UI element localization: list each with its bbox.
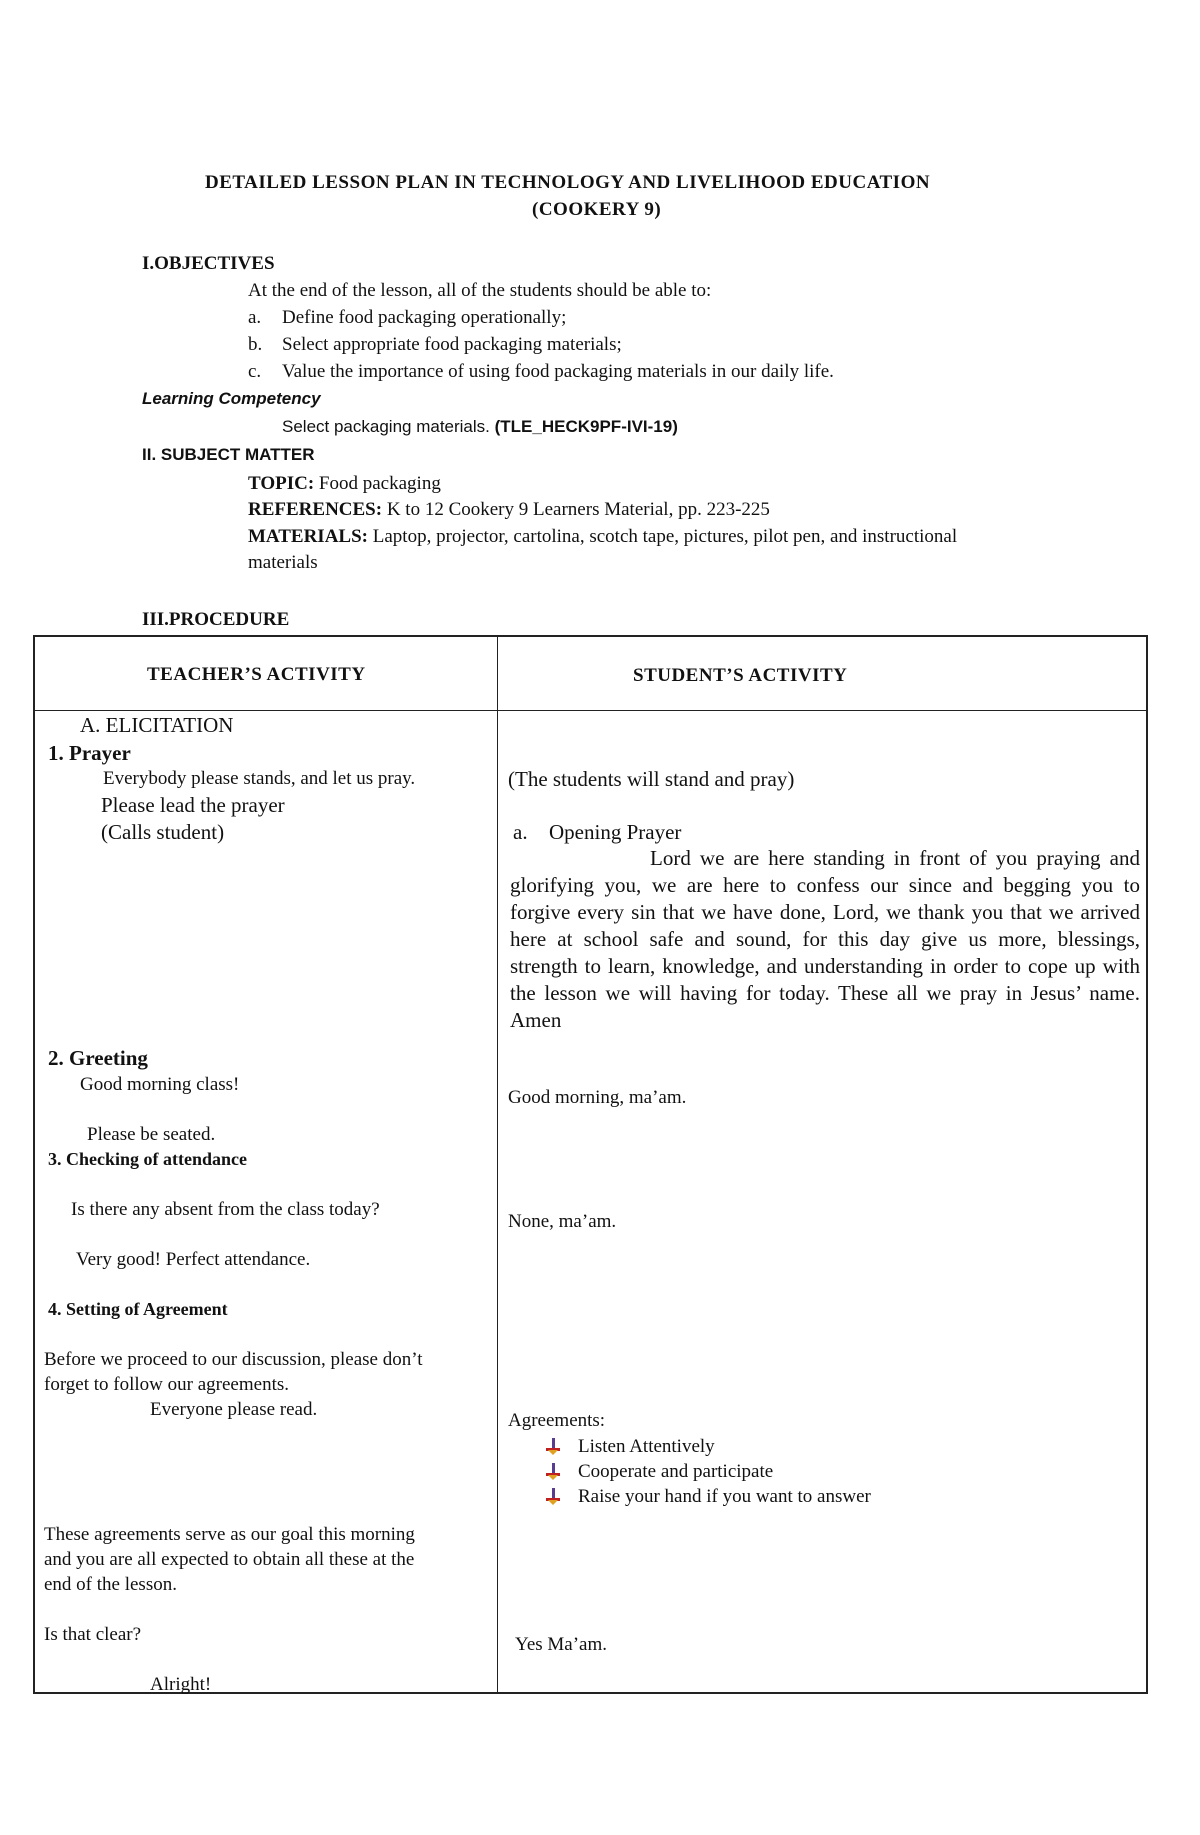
column-header-teacher: TEACHER’S ACTIVITY bbox=[147, 664, 366, 685]
arrow-bullet-icon bbox=[546, 1488, 560, 1504]
prayer-marker: a. bbox=[513, 820, 528, 844]
document-title-line2: (COOKERY 9) bbox=[532, 199, 662, 220]
table-border-right bbox=[1146, 635, 1148, 1694]
references-line bbox=[248, 499, 770, 521]
competency-code: (TLE_HECK9PF-IVI-19) bbox=[494, 417, 678, 436]
objective-item-c bbox=[248, 361, 834, 383]
agreement-item bbox=[546, 1461, 773, 1483]
references-value: K to 12 Cookery 9 Learners Material, pp. 223-225 bbox=[386, 499, 770, 520]
agreement-teacher-3c: end of the lesson. bbox=[44, 1574, 177, 1595]
agreement-teacher-1b: forget to follow our agreements. bbox=[44, 1374, 289, 1395]
agreement-item-text: Cooperate and participate bbox=[578, 1461, 774, 1482]
materials-line bbox=[248, 526, 957, 548]
materials-label: MATERIALS: bbox=[248, 526, 368, 547]
agreement-item-text: Listen Attentively bbox=[578, 1436, 715, 1457]
document-title-line1: DETAILED LESSON PLAN IN TECHNOLOGY AND LIVELIHOOD EDUCATION bbox=[205, 172, 931, 193]
agreement-item-text: Raise your hand if you want to answer bbox=[578, 1486, 871, 1507]
agreement-student-2: Yes Ma’am. bbox=[515, 1634, 608, 1655]
opening-prayer-text bbox=[510, 845, 1140, 1034]
agreement-teacher-1a: Before we proceed to our discussion, please don’t bbox=[44, 1349, 423, 1370]
attendance-teacher-2: Very good! Perfect attendance. bbox=[76, 1249, 311, 1270]
attendance-teacher-1: Is there any absent from the class today? bbox=[71, 1199, 380, 1220]
table-border-top bbox=[33, 635, 1148, 637]
objective-item-a bbox=[248, 307, 566, 329]
greeting-student-1: Good morning, ma’am. bbox=[508, 1087, 687, 1108]
competency-heading: Learning Competency bbox=[142, 389, 321, 408]
objective-text: Select appropriate food packaging materials; bbox=[282, 334, 622, 355]
objective-item-b bbox=[248, 334, 622, 356]
prayer-teacher-2: Please lead the prayer bbox=[101, 793, 285, 817]
topic-label: TOPIC: bbox=[248, 473, 315, 494]
greeting-teacher-1: Good morning class! bbox=[80, 1074, 240, 1095]
topic-value: Food packaging bbox=[318, 473, 441, 494]
agreement-teacher-4: Is that clear? bbox=[44, 1624, 142, 1645]
prayer-teacher-1: Everybody please stands, and let us pray. bbox=[103, 768, 416, 789]
objective-text: Value the importance of using food packaging materials in our daily life. bbox=[282, 361, 834, 382]
arrow-bullet-icon bbox=[546, 1438, 560, 1454]
procedure-heading: III.PROCEDURE bbox=[142, 609, 290, 630]
table-column-divider bbox=[497, 635, 498, 1694]
prayer-heading: 1. Prayer bbox=[48, 741, 131, 765]
opening-prayer-body: Lord we are here standing in front of you praying and glorifying you, we are here to confess our since and begging you to forgive every sin that we have done, Lord, we thank you that we arrived here at school safe and sound, for this day give us more, blessings, strength to learn, knowledge, and understanding in order to cope up with the lesson we will having for today. These all we pray in Jesus’ name. Amen bbox=[510, 846, 1140, 1032]
prayer-teacher-3: (Calls student) bbox=[101, 820, 225, 844]
objectives-intro: At the end of the lesson, all of the students should be able to: bbox=[248, 280, 712, 301]
agreements-heading: Agreements: bbox=[508, 1410, 606, 1431]
materials-value: Laptop, projector, cartolina, scotch tape, pictures, pilot pen, and instructional bbox=[372, 526, 958, 547]
agreement-teacher-5: Alright! bbox=[150, 1674, 212, 1695]
table-header-divider bbox=[33, 710, 1148, 711]
column-header-student: STUDENT’S ACTIVITY bbox=[633, 665, 848, 686]
competency-text: Select packaging materials. bbox=[282, 417, 490, 436]
prayer-student-1: (The students will stand and pray) bbox=[508, 767, 795, 791]
agreement-teacher-3a: These agreements serve as our goal this morning bbox=[44, 1524, 415, 1545]
objective-marker: a. bbox=[248, 307, 262, 328]
agreement-teacher-3b: and you are all expected to obtain all these at the bbox=[44, 1549, 415, 1570]
subject-matter-heading: II. SUBJECT MATTER bbox=[142, 445, 315, 464]
agreement-heading: 4. Setting of Agreement bbox=[48, 1299, 228, 1319]
objective-text: Define food packaging operationally; bbox=[282, 307, 567, 328]
attendance-student-1: None, ma’am. bbox=[508, 1211, 617, 1232]
arrow-bullet-icon bbox=[546, 1463, 560, 1479]
attendance-heading: 3. Checking of attendance bbox=[48, 1149, 247, 1169]
agreement-item bbox=[546, 1486, 871, 1508]
objective-marker: c. bbox=[248, 361, 262, 382]
agreement-teacher-2: Everyone please read. bbox=[150, 1399, 318, 1420]
topic-line bbox=[248, 473, 441, 495]
objectives-heading: I.OBJECTIVES bbox=[142, 253, 275, 274]
greeting-heading: 2. Greeting bbox=[48, 1046, 148, 1070]
greeting-teacher-2: Please be seated. bbox=[87, 1124, 216, 1145]
references-label: REFERENCES: bbox=[248, 499, 383, 520]
prayer-student-2 bbox=[513, 820, 681, 845]
table-border-left bbox=[33, 635, 35, 1694]
agreement-item bbox=[546, 1436, 715, 1458]
objective-marker: b. bbox=[248, 334, 263, 355]
elicitation-heading: A. ELICITATION bbox=[80, 713, 234, 737]
materials-value-cont: materials bbox=[248, 552, 318, 573]
competency-line bbox=[282, 417, 678, 437]
opening-prayer-label: Opening Prayer bbox=[549, 820, 682, 844]
